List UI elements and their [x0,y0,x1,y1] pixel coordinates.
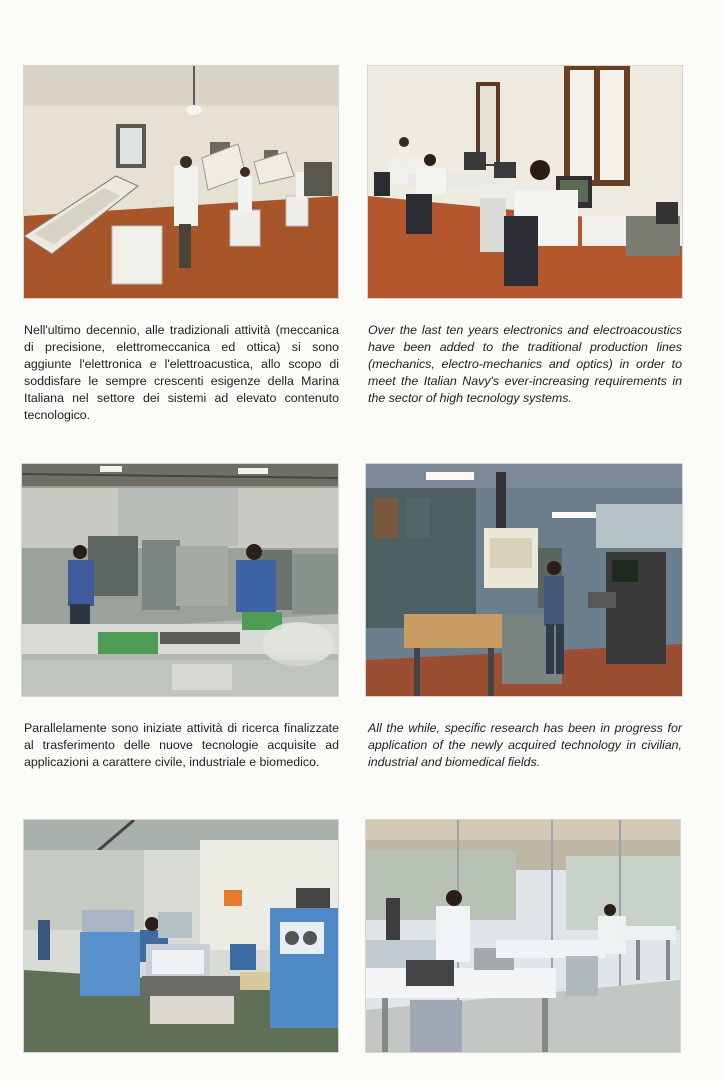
photo-drafting-office [24,66,338,298]
section-2-english-text: All the while, specific research has been in progress for application of the newly acquired technology in civilian, industrial and biomedical fields. [368,721,682,769]
photo-electronics-test-lab [366,464,682,696]
photo-blue-machinery-hall [24,820,338,1052]
photo-computer-room [368,66,682,298]
photo-white-laboratory [366,820,680,1052]
section-1-english-text: Over the last ten years electronics and electroacoustics have been added to the traditional production lines (mechanics, electro-mechanics and optics) in order to meet the Italian Navy's ever-increasing requirements in the sector of high tecnology systems. [368,323,682,405]
section-1-italian-text: Nell'ultimo decennio, alle tradizionali attività (meccanica di precisione, elettromeccanica ed ottica) si sono aggiunte l'elettronica e l'elettroacustica, allo scopo di soddisfare le sempre crescenti esigenze della Marina Italiana nel settore dei sistemi ad elevato contenuto tecnologico. [24,323,339,422]
section-2-italian-text: Parallelamente sono iniziate attività di ricerca finalizzate al trasferimento delle nuove tecnologie acquisite ad applicazioni a carattere civile, industriale e biomedico. [24,721,339,769]
photo-machine-workshop [22,464,338,696]
